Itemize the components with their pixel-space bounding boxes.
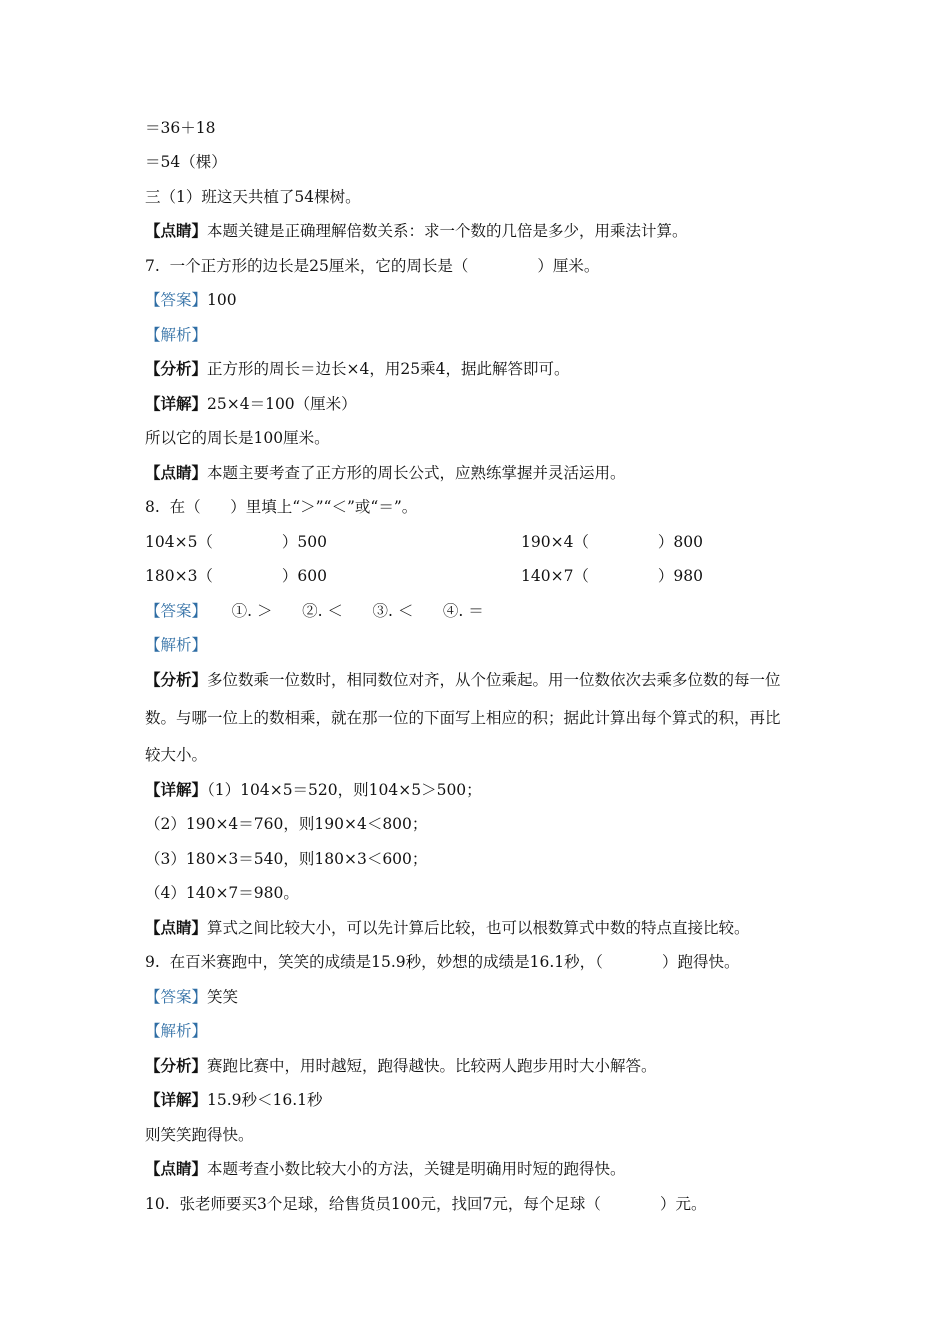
compare-item-d: 140×7（ ）980 <box>521 567 703 585</box>
question-9: 9. 在百米赛跑中，笑笑的成绩是15.9秒，妙想的成绩是16.1秒，（ ）跑得快。 <box>145 953 740 971</box>
xiangjie-tag: 【详解】 <box>145 780 208 799</box>
xiangjie-line <box>145 779 482 801</box>
fenxi-tag: 【分析】 <box>145 670 208 689</box>
answer-text: 100 <box>207 291 237 309</box>
dianjing-tag: 【点睛】 <box>145 1159 208 1178</box>
compare-item-c: 180×3（ ）600 <box>145 567 327 585</box>
xiangjie-conclusion: 则笑笑跑得快。 <box>145 1126 254 1144</box>
dianjing-line <box>145 1158 626 1180</box>
dianjing-text: 本题主要考查了正方形的周长公式，应熟练掌握并灵活运用。 <box>207 464 626 482</box>
equation-line: ＝54（棵） <box>145 153 227 171</box>
fenxi-line <box>145 1055 657 1077</box>
xiangjie-step: （3）180×3＝540，则180×3＜600； <box>145 850 428 868</box>
xiangjie-step: （4）140×7＝980。 <box>145 884 299 902</box>
answer-sentence: 三（1）班这天共植了54棵树。 <box>145 188 361 206</box>
fenxi-tag: 【分析】 <box>145 1056 208 1075</box>
jiexi-tag: 【解析】 <box>145 636 208 654</box>
fenxi-tag: 【分析】 <box>145 359 208 378</box>
xiangjie-step: （2）190×4＝760，则190×4＜800； <box>145 815 428 833</box>
question-8: 8. 在（ ）里填上“＞”“＜”或“＝”。 <box>145 498 418 516</box>
dianjing-line <box>145 220 688 242</box>
fenxi-text-cont: 数。与哪一位上的数相乘，就在那一位的下面写上相应的积；据此计算出每个算式的积，再比 <box>145 709 781 727</box>
fenxi-text-cont: 较大小。 <box>145 746 208 764</box>
xiangjie-tag: 【详解】 <box>145 1090 208 1109</box>
xiangjie-line <box>145 393 357 415</box>
xiangjie-tag: 【详解】 <box>145 394 208 413</box>
xiangjie-conclusion: 所以它的周长是100厘米。 <box>145 429 330 447</box>
dianjing-text: 本题考查小数比较大小的方法，关键是明确用时短的跑得快。 <box>207 1160 626 1178</box>
compare-item-b: 190×4（ ）800 <box>521 533 703 551</box>
fenxi-line <box>145 669 781 691</box>
dianjing-tag: 【点睛】 <box>145 221 208 240</box>
answer-line <box>145 600 484 622</box>
fenxi-text: 多位数乘一位数时，相同数位对齐，从个位乘起。用一位数依次去乘多位数的每一位 <box>207 671 781 689</box>
answer-line <box>145 289 237 311</box>
fenxi-text: 正方形的周长＝边长×4，用25乘4，据此解答即可。 <box>207 360 570 378</box>
fenxi-line <box>145 358 569 380</box>
compare-item-a: 104×5（ ）500 <box>145 533 327 551</box>
dianjing-tag: 【点睛】 <box>145 463 208 482</box>
jiexi-tag: 【解析】 <box>145 1022 208 1040</box>
answer-tag: 【答案】 <box>145 988 208 1006</box>
xiangjie-line <box>145 1089 323 1111</box>
dianjing-text: 算式之间比较大小，可以先计算后比较，也可以根数算式中数的特点直接比较。 <box>207 919 750 937</box>
question-7: 7. 一个正方形的边长是25厘米，它的周长是（ ）厘米。 <box>145 257 600 275</box>
dianjing-text: 本题关键是正确理解倍数关系：求一个数的几倍是多少，用乘法计算。 <box>207 222 688 240</box>
xiangjie-text: 25×4＝100（厘米） <box>207 395 357 413</box>
answer-tag: 【答案】 <box>145 291 208 309</box>
dianjing-line <box>145 917 750 939</box>
answer-line <box>145 986 238 1008</box>
answer-tag: 【答案】 <box>145 602 208 620</box>
fenxi-text: 赛跑比赛中，用时越短，跑得越快。比较两人跑步用时大小解答。 <box>207 1057 657 1075</box>
question-10: 10. 张老师要买3个足球，给售货员100元，找回7元，每个足球（ ）元。 <box>145 1195 707 1213</box>
dianjing-line <box>145 462 626 484</box>
xiangjie-text: 15.9秒＜16.1秒 <box>207 1091 323 1109</box>
answer-text: 笑笑 <box>207 988 239 1006</box>
dianjing-tag: 【点睛】 <box>145 918 208 937</box>
answer-text: ①. ＞ ②. ＜ ③. ＜ ④. ＝ <box>207 602 484 620</box>
equation-line: ＝36＋18 <box>145 119 216 137</box>
xiangjie-text: （1）104×5＝520，则104×5＞500； <box>207 781 482 799</box>
jiexi-tag: 【解析】 <box>145 326 208 344</box>
